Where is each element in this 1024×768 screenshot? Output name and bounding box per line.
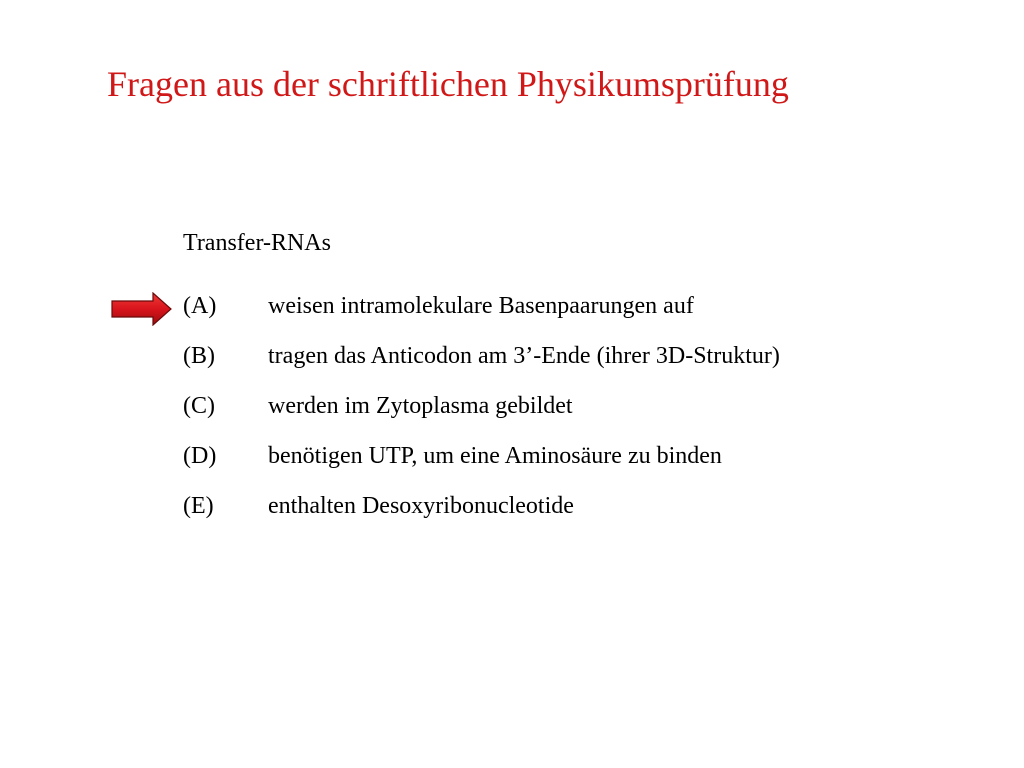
right-arrow-icon [111,292,173,326]
question-stem: Transfer-RNAs [183,230,331,256]
option-text: tragen das Anticodon am 3’-Ende (ihrer 3D-Struktur) [268,343,780,369]
option-letter: (A) [183,293,217,319]
option-letter: (D) [183,443,217,469]
option-text: enthalten Desoxyribonucleotide [268,493,574,519]
option-letter: (B) [183,343,215,369]
option-text: weisen intramolekulare Basenpaarungen auf [268,293,694,319]
slide-title: Fragen aus der schriftlichen Physikumsprüfung [107,64,789,104]
option-text: werden im Zytoplasma gebildet [268,393,573,419]
option-letter: (E) [183,493,214,519]
option-text: benötigen UTP, um eine Aminosäure zu binden [268,443,722,469]
option-letter: (C) [183,393,215,419]
